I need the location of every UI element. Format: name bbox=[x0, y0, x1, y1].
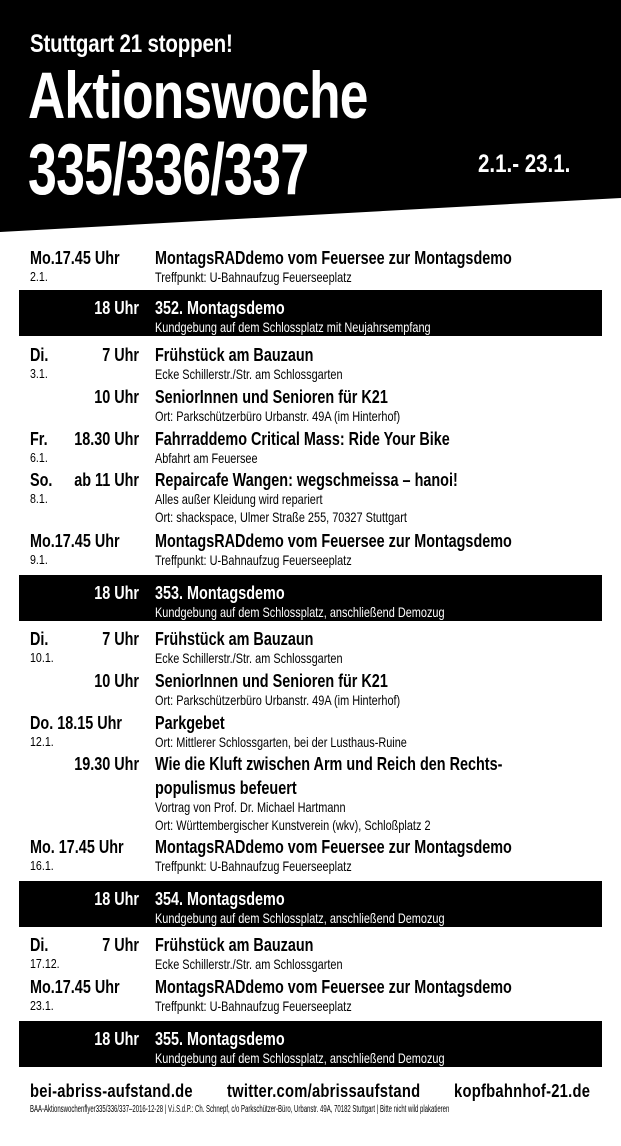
event-day: Mo.17.45 Uhr bbox=[30, 531, 120, 551]
event-date: 6.1. bbox=[30, 450, 48, 465]
header-dates: 2.1.- 23.1. bbox=[478, 150, 571, 178]
event-time: ab 11 Uhr bbox=[74, 470, 139, 490]
event-detail: Treffpunkt: U-Bahnaufzug Feuerseeplatz bbox=[155, 269, 352, 285]
event-day: Mo.17.45 Uhr bbox=[30, 977, 120, 997]
demo-band-row bbox=[19, 881, 602, 927]
event-row bbox=[0, 429, 621, 467]
footer-links bbox=[30, 1081, 592, 1103]
event-title: MontagsRADdemo vom Feuersee zur Montagsdemo bbox=[155, 837, 512, 857]
event-title: MontagsRADdemo vom Feuersee zur Montagsdemo bbox=[155, 248, 512, 268]
header-subtitle: Stuttgart 21 stoppen! bbox=[30, 30, 233, 58]
event-row bbox=[0, 713, 621, 751]
event-time: 18 Uhr bbox=[94, 298, 139, 318]
event-detail: Treffpunkt: U-Bahnaufzug Feuerseeplatz bbox=[155, 858, 352, 874]
event-date: 2.1. bbox=[30, 269, 48, 284]
event-row bbox=[0, 754, 621, 834]
event-detail: Treffpunkt: U-Bahnaufzug Feuerseeplatz bbox=[155, 998, 352, 1014]
event-date: 10.1. bbox=[30, 650, 54, 665]
event-title: Frühstück am Bauzaun bbox=[155, 345, 314, 365]
event-title: Frühstück am Bauzaun bbox=[155, 629, 314, 649]
event-date: 9.1. bbox=[30, 552, 48, 567]
event-time: 7 Uhr bbox=[102, 629, 139, 649]
event-day: Di. bbox=[30, 345, 49, 365]
event-title: 355. Montagsdemo bbox=[155, 1029, 285, 1049]
event-row bbox=[0, 387, 621, 427]
header-numbers: 335/336/337 bbox=[28, 130, 309, 210]
event-time: 18 Uhr bbox=[94, 583, 139, 603]
event-time: 18 Uhr bbox=[94, 889, 139, 909]
event-row bbox=[0, 977, 621, 1015]
event-title-continued: populismus befeuert bbox=[155, 778, 297, 798]
event-date: 23.1. bbox=[30, 998, 54, 1013]
event-title: Fahrraddemo Critical Mass: Ride Your Bike bbox=[155, 429, 450, 449]
event-detail: Kundgebung auf dem Schlossplatz, anschließend Demozug bbox=[155, 910, 445, 926]
event-detail: Vortrag von Prof. Dr. Michael Hartmann bbox=[155, 799, 346, 815]
event-row bbox=[0, 837, 621, 875]
event-detail: Abfahrt am Feuersee bbox=[155, 450, 258, 466]
event-detail: Ecke Schillerstr./Str. am Schlossgarten bbox=[155, 956, 343, 972]
event-title: SeniorInnen und Senioren für K21 bbox=[155, 387, 388, 407]
event-row bbox=[0, 629, 621, 669]
event-day: Do. 18.15 Uhr bbox=[30, 713, 123, 733]
event-detail: Ecke Schillerstr./Str. am Schlossgarten bbox=[155, 650, 343, 666]
event-row bbox=[0, 470, 621, 528]
header-banner bbox=[0, 0, 621, 240]
event-day: Mo. 17.45 Uhr bbox=[30, 837, 124, 857]
event-detail: Ort: Parkschützerbüro Urbanstr. 49A (im Hinterhof) bbox=[155, 408, 401, 424]
event-detail: Kundgebung auf dem Schlossplatz, anschließend Demozug bbox=[155, 1050, 445, 1066]
header-title: Aktionswoche bbox=[28, 58, 368, 132]
event-detail: Alles außer Kleidung wird repariert bbox=[155, 491, 323, 507]
event-time: 10 Uhr bbox=[94, 387, 139, 407]
event-detail: Ort: shackspace, Ulmer Straße 255, 70327 Stuttgart bbox=[155, 509, 407, 525]
event-time: 7 Uhr bbox=[102, 935, 139, 955]
footer-link-kopfbahnhof[interactable]: kopfbahnhof-21.de bbox=[454, 1081, 591, 1101]
event-row bbox=[0, 345, 621, 385]
event-row bbox=[0, 531, 621, 569]
event-detail: Ort: Württembergischer Kunstverein (wkv), Schloßplatz 2 bbox=[155, 817, 431, 833]
event-time: 18.30 Uhr bbox=[74, 429, 139, 449]
event-day: Di. bbox=[30, 629, 49, 649]
footer-link-website[interactable]: bei-abriss-aufstand.de bbox=[30, 1081, 193, 1101]
event-title: SeniorInnen und Senioren für K21 bbox=[155, 671, 388, 691]
event-title: Repaircafe Wangen: wegschmeissa – hanoi! bbox=[155, 470, 458, 490]
event-title: MontagsRADdemo vom Feuersee zur Montagsdemo bbox=[155, 531, 512, 551]
event-time: 7 Uhr bbox=[102, 345, 139, 365]
demo-band-row bbox=[19, 1021, 602, 1067]
event-detail: Ort: Mittlerer Schlossgarten, bei der Lusthaus-Ruine bbox=[155, 734, 407, 750]
event-title: 354. Montagsdemo bbox=[155, 889, 285, 909]
event-detail: Kundgebung auf dem Schlossplatz mit Neujahrsempfang bbox=[155, 319, 431, 335]
event-row bbox=[0, 671, 621, 711]
event-detail: Kundgebung auf dem Schlossplatz, anschließend Demozug bbox=[155, 604, 445, 620]
event-time: 10 Uhr bbox=[94, 671, 139, 691]
event-date: 17.12. bbox=[30, 956, 60, 971]
demo-band-row bbox=[19, 290, 602, 336]
event-time: 19.30 Uhr bbox=[74, 754, 139, 774]
event-date: 16.1. bbox=[30, 858, 54, 873]
event-title: Frühstück am Bauzaun bbox=[155, 935, 314, 955]
event-day: So. bbox=[30, 470, 53, 490]
event-row bbox=[0, 248, 621, 286]
event-time: 18 Uhr bbox=[94, 1029, 139, 1049]
event-day: Di. bbox=[30, 935, 49, 955]
footer-link-twitter[interactable]: twitter.com/abrissaufstand bbox=[227, 1081, 421, 1101]
event-title: Wie die Kluft zwischen Arm und Reich den Rechts- bbox=[155, 754, 503, 774]
event-row bbox=[0, 935, 621, 975]
event-date: 8.1. bbox=[30, 491, 48, 506]
event-title: Parkgebet bbox=[155, 713, 225, 733]
event-title: MontagsRADdemo vom Feuersee zur Montagsdemo bbox=[155, 977, 512, 997]
event-detail: Ort: Parkschützerbüro Urbanstr. 49A (im Hinterhof) bbox=[155, 692, 401, 708]
footer-imprint: BAA-Aktionswochenflyer335/336/337–2016-12-28 | V.i.S.d.P.: Ch. Schnepf, c/o Parkschützer-Büro, Urbanstr. 49A, 70182 Stuttgart | Bitte nicht wild plakatieren bbox=[30, 1104, 450, 1115]
event-date: 12.1. bbox=[30, 734, 54, 749]
event-detail: Ecke Schillerstr./Str. am Schlossgarten bbox=[155, 366, 343, 382]
demo-band-row bbox=[19, 575, 602, 621]
event-date: 3.1. bbox=[30, 366, 48, 381]
event-title: 353. Montagsdemo bbox=[155, 583, 285, 603]
event-detail: Treffpunkt: U-Bahnaufzug Feuerseeplatz bbox=[155, 552, 352, 568]
event-title: 352. Montagsdemo bbox=[155, 298, 285, 318]
event-day: Mo.17.45 Uhr bbox=[30, 248, 120, 268]
event-day: Fr. bbox=[30, 429, 48, 449]
